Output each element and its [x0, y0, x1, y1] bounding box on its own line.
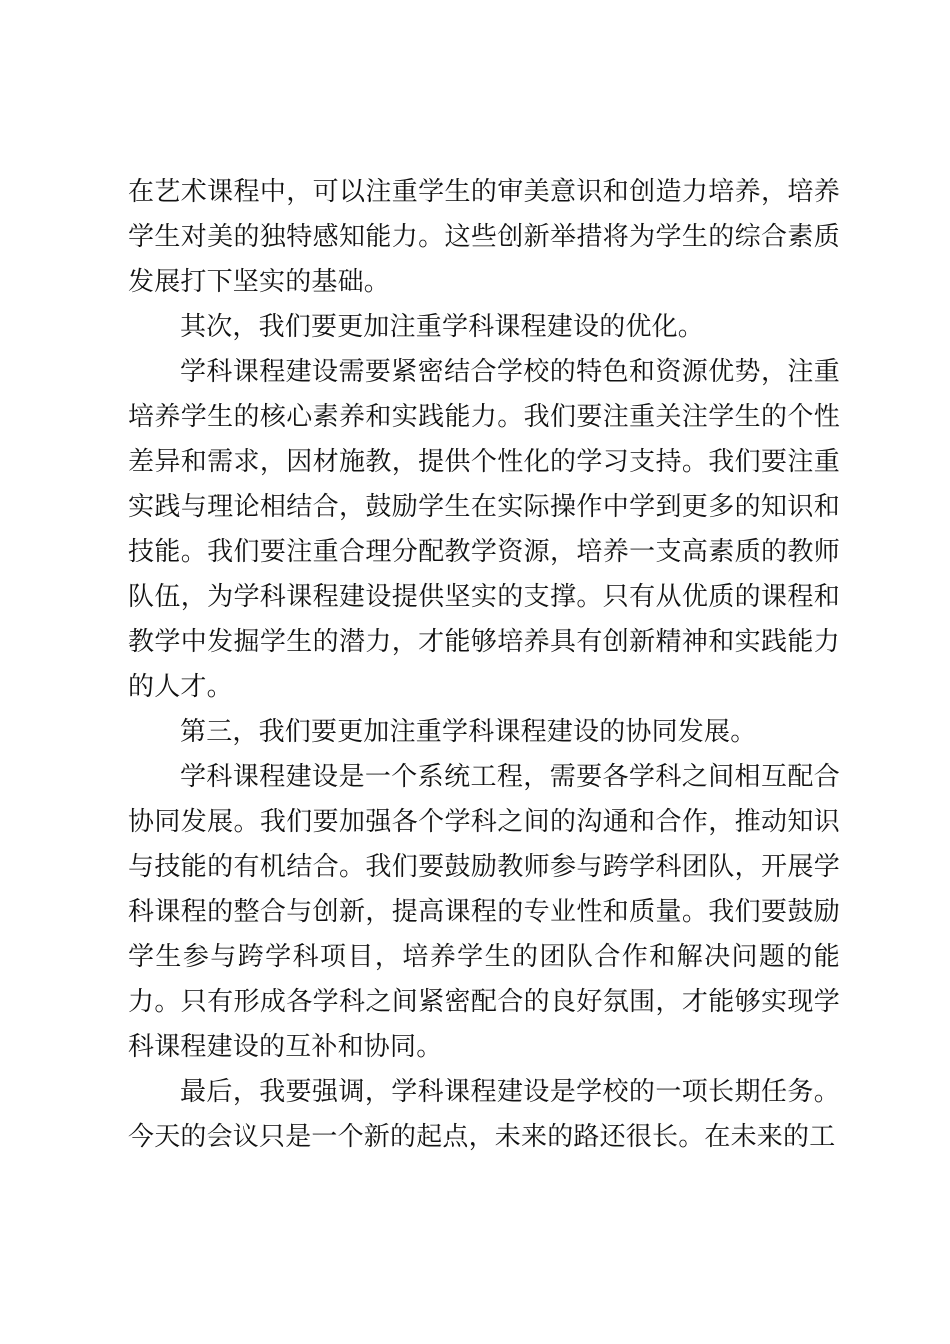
paragraph-4: 第三，我们要更加注重学科课程建设的协同发展。 [180, 717, 757, 747]
paragraph-1: 在艺术课程中，可以注重学生的审美意识和创造力培养，培养学生对美的独特感知能力。这些创新举措将为学生的综合素质发展打下坚实的基础。 [128, 177, 840, 297]
paragraph-6: 最后，我要强调，学科课程建设是学校的一项长期任务。今天的会议只是一个新的起点，未来的路还很长。在未来的工 [128, 1077, 840, 1152]
document-body [128, 170, 840, 1160]
paragraph-5: 学科课程建设是一个系统工程，需要各学科之间相互配合协同发展。我们要加强各个学科之间的沟通和合作，推动知识与技能的有机结合。我们要鼓励教师参与跨学科团队，开展学科课程的整合与创新，提高课程的专业性和质量。我们要鼓励学生参与跨学科项目，培养学生的团队合作和解决问题的能力。只有形成各学科之间紧密配合的良好氛围，才能够实现学科课程建设的互补和协同。 [128, 762, 840, 1062]
paragraph-3: 学科课程建设需要紧密结合学校的特色和资源优势，注重培养学生的核心素养和实践能力。我们要注重关注学生的个性差异和需求，因材施教，提供个性化的学习支持。我们要注重实践与理论相结合，鼓励学生在实际操作中学到更多的知识和技能。我们要注重合理分配教学资源，培养一支高素质的教师队伍，为学科课程建设提供坚实的支撑。只有从优质的课程和教学中发掘学生的潜力，才能够培养具有创新精神和实践能力的人才。 [128, 357, 840, 702]
paragraph-2: 其次，我们要更加注重学科课程建设的优化。 [180, 312, 705, 342]
